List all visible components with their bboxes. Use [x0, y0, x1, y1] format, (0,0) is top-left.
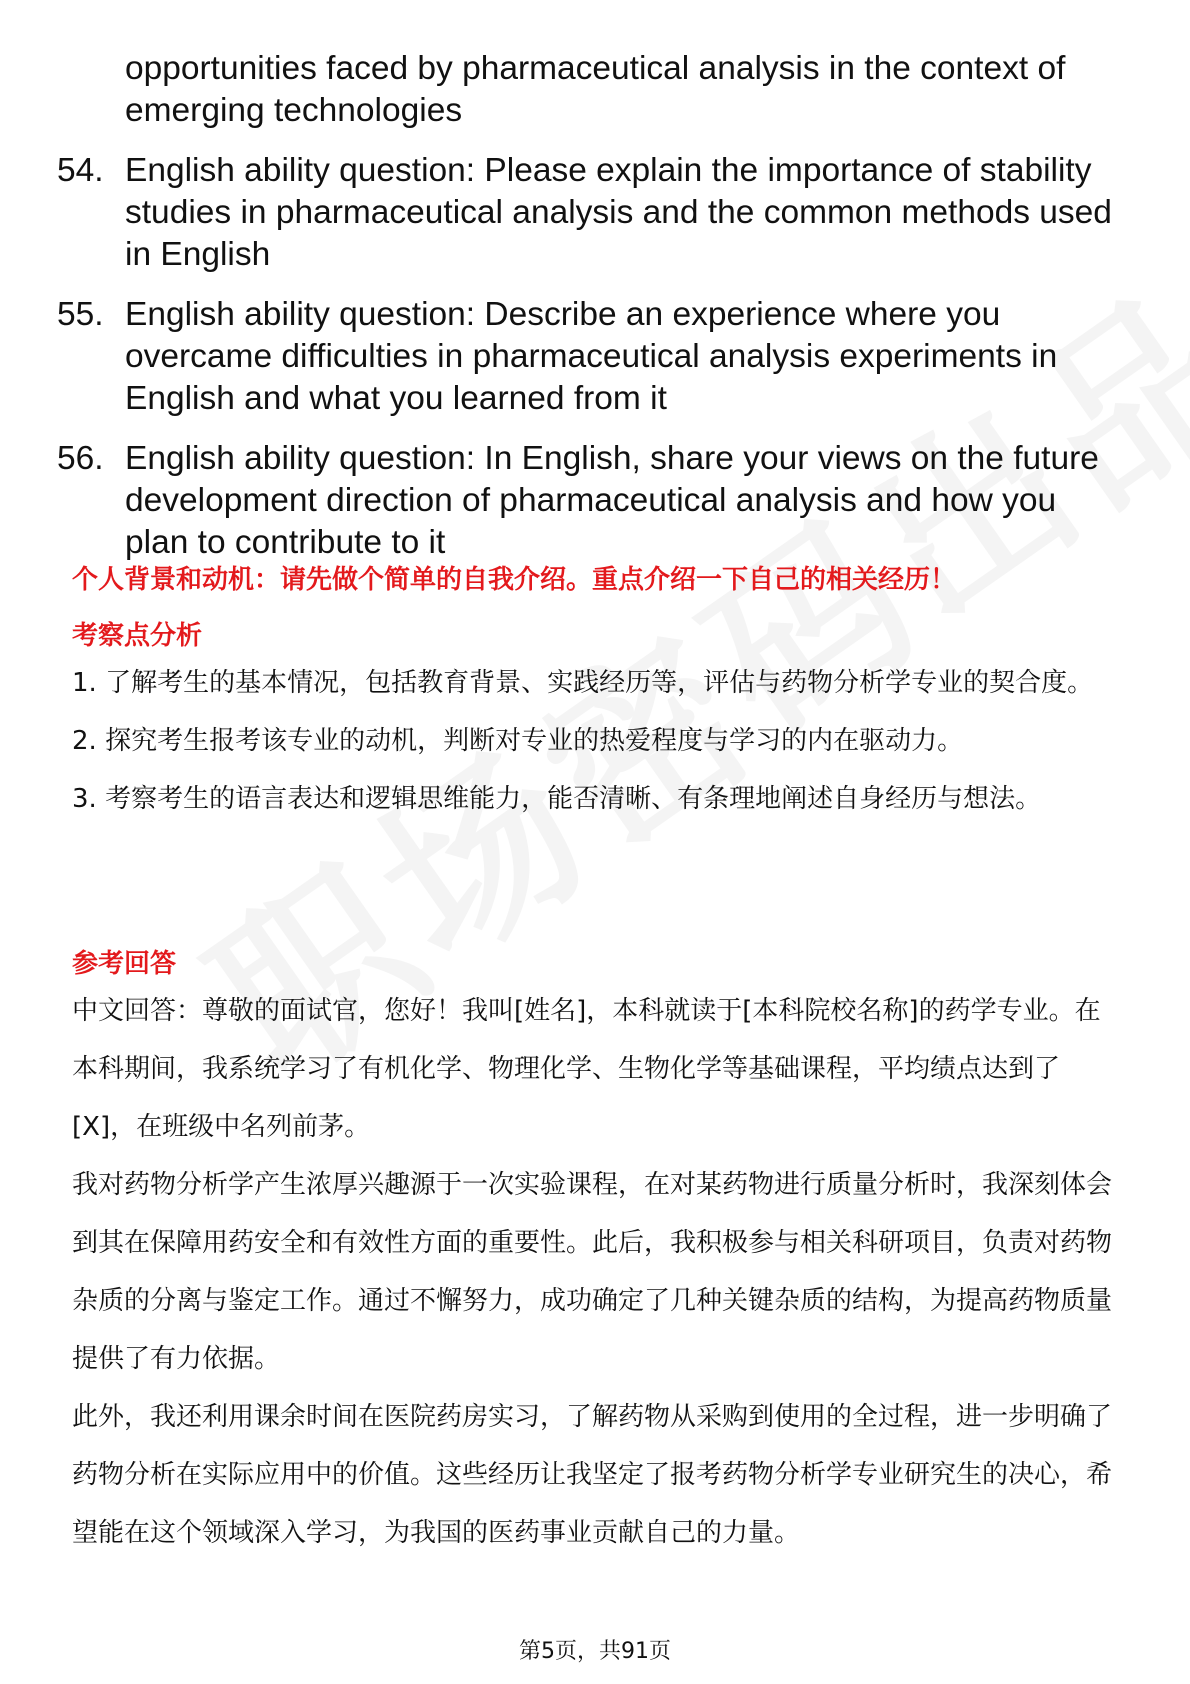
question-text: opportunities faced by pharmaceutical analysis in the context of emerging technologies: [125, 50, 1066, 129]
answer-paragraph: 中文回答：尊敬的面试官，您好！我叫[姓名]，本科就读于[本科院校名称]的药学专业。在本科期间，我系统学习了有机化学、物理化学、生物化学等基础课程，平均绩点达到了[X]，在班级中名列前茅。: [72, 996, 1101, 1142]
question-number: 55.: [57, 296, 104, 333]
analysis-point: 2. 探究考生报考该专业的动机，判断对专业的热爱程度与学习的内在驱动力。: [72, 726, 964, 756]
answer-section: [72, 982, 1122, 1562]
question-title: 个人背景和动机：请先做个简单的自我介绍。重点介绍一下自己的相关经历！: [72, 565, 957, 595]
list-item: [0, 48, 1190, 132]
analysis-point: 1. 了解考生的基本情况，包括教育背景、实践经历等，评估与药物分析学专业的契合度。: [72, 668, 1094, 698]
answer-heading: 参考回答: [72, 949, 177, 979]
answer-paragraph: 我对药物分析学产生浓厚兴趣源于一次实验课程，在对某药物进行质量分析时，我深刻体会到其在保障用药安全和有效性方面的重要性。此后，我积极参与相关科研项目，负责对药物杂质的分离与鉴定工作。通过不懈努力，成功确定了几种关键杂质的结构，为提高药物质量提供了有力依据。: [72, 1170, 1113, 1374]
question-text: English ability question: Describe an experience where you overcame difficulties in pharmaceutical analysis experiments in English and what you learned from it: [125, 296, 1058, 417]
question-number: 54.: [57, 152, 104, 189]
list-item: [0, 438, 1190, 564]
analysis-point: 3. 考察考生的语言表达和逻辑思维能力，能否清晰、有条理地阐述自身经历与想法。: [72, 784, 1042, 814]
analysis-heading: 考察点分析: [72, 621, 203, 651]
question-number: 56.: [57, 440, 104, 477]
english-question-list: [0, 48, 1190, 582]
answer-paragraph: 此外，我还利用课余时间在医院药房实习，了解药物从采购到使用的全过程，进一步明确了药物分析在实际应用中的价值。这些经历让我坚定了报考药物分析学专业研究生的决心，希望能在这个领域深入学习，为我国的医药事业贡献自己的力量。: [72, 1402, 1113, 1548]
question-text: English ability question: Please explain the importance of stability studies in pharmaceutical analysis and the common methods used in English: [125, 152, 1112, 273]
question-text: English ability question: In English, share your views on the future development direction of pharmaceutical analysis and how you plan to contribute to it: [125, 440, 1099, 561]
analysis-section: [72, 654, 1122, 828]
list-item: [0, 150, 1190, 276]
list-item: [0, 294, 1190, 420]
page-number: 第5页，共91页: [519, 1639, 671, 1664]
